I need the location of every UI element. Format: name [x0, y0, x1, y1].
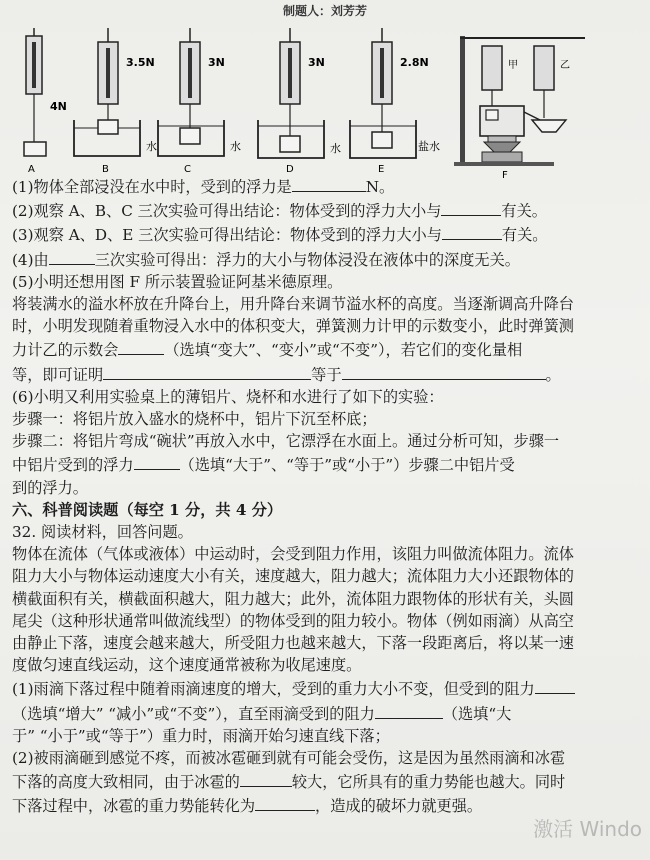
liquid-e: 盐水 — [418, 140, 440, 153]
answer-blank[interactable] — [375, 701, 443, 719]
passage-line: 阻力大小与物体运动速度大小有关，速度越大，阻力越大；流体阻力大小还跟物体的 — [12, 567, 574, 586]
q32-2-line-1: (2)被雨滴砸到感觉不疼，而被冰雹砸到就有可能会受伤，这是因为虽然雨滴和冰雹 — [12, 749, 566, 768]
q5-line-4: 等，即可证明 等于 。 — [12, 362, 632, 386]
q32-1-line-1: (1)雨滴下落过程中随着雨滴速度的增大，受到的重力大小不变，但受到的阻力 — [12, 676, 632, 700]
q6-line-4: 到的浮力。 — [12, 478, 88, 497]
answer-blank[interactable] — [118, 337, 164, 355]
section-six-heading: 六、科普阅读题（每空 1 分，共 4 分） — [12, 500, 283, 519]
q5-intro: (5)小明还想用图 F 所示装置验证阿基米德原理。 — [12, 272, 343, 291]
q4: (4)由 三次实验可得出：浮力的大小与物体浸没在液体中的深度无关。 — [12, 247, 632, 271]
q2: (2)观察 A、B、C 三次实验可得出结论：物体受到的浮力大小与 有关。 — [12, 198, 632, 222]
reading-e: 2.8N — [400, 56, 429, 69]
passage-line: 度做匀速直线运动，这个速度通常被称为收尾速度。 — [12, 656, 362, 675]
q5-line-1: 将装满水的溢水杯放在升降台上，用升降台来调节溢水杯的高度。当逐渐调高升降台 — [12, 295, 574, 314]
answer-blank[interactable] — [255, 793, 315, 811]
q32-2-line-3: 下落过程中，冰雹的重力势能转化为 ，造成的破坏力就更强。 — [12, 793, 632, 817]
q6-line-3: 中铝片受到的浮力 （选填“大于”、“等于”或“小于”）步骤二中铝片受 — [12, 452, 632, 476]
reading-c: 3N — [208, 56, 225, 69]
answer-blank[interactable] — [49, 247, 95, 265]
reading-b: 3.5N — [126, 56, 155, 69]
answer-blank[interactable] — [292, 174, 366, 192]
spring-jia-label: 甲 — [508, 60, 518, 71]
setup-b — [74, 28, 157, 175]
label-b: B — [102, 164, 109, 175]
answer-blank[interactable] — [103, 362, 311, 380]
question-text — [12, 174, 632, 818]
answer-blank[interactable] — [535, 676, 575, 694]
q32-title: 32. 阅读材料，回答问题。 — [12, 523, 193, 542]
label-c: C — [184, 164, 191, 175]
setup-c — [158, 28, 241, 175]
setup-e — [350, 28, 440, 175]
answer-blank[interactable] — [134, 452, 180, 470]
q3: (3)观察 A、D、E 三次实验可得出结论：物体受到的浮力大小与 有关。 — [12, 222, 632, 246]
windows-activation-watermark: 激活 Windo — [533, 817, 642, 841]
q6-step-1: 步骤一：将铝片放入盛水的烧杯中，铝片下沉至杯底； — [12, 410, 377, 429]
answer-blank[interactable] — [441, 198, 501, 216]
passage-line: 由静止下落，速度会越来越大，所受阻力也越来越大，下落一段距离后，将以某一速 — [12, 634, 574, 653]
setup-a — [24, 28, 67, 175]
label-a: A — [28, 164, 35, 175]
spring-yi-label: 乙 — [560, 60, 570, 71]
q32-1-line-2: （选填“增大” “减小”或“不变”），直至雨滴受到的阻力 （选填“大 — [12, 701, 632, 725]
label-e: E — [378, 164, 385, 175]
author-header: 制题人：刘芳芳 — [282, 4, 367, 18]
q6-step-2: 步骤二：将铝片弯成“碗状”再放入水中，它漂浮在水面上。通过分析可知，步骤一 — [12, 432, 560, 451]
liquid-d: 水 — [330, 142, 341, 155]
q1: (1)物体全部浸没在水中时，受到的浮力是 N。 — [12, 174, 632, 198]
q32-1-line-3: 于” “小于”或“等于”）重力时，雨滴开始匀速直线下落； — [12, 726, 390, 745]
q6-intro: (6)小明又利用实验桌上的薄铝片、烧杯和水进行了如下的实验： — [12, 387, 444, 406]
passage-line: 尾尖（这种形状通常叫做流线型）的物体受到的阻力较小。物体（例如雨滴）从高空 — [12, 611, 574, 630]
answer-blank[interactable] — [240, 769, 292, 787]
passage-line: 横截面积有关，横截面积越大，阻力越大；此外，流体阻力跟物体的形状有关，头圆 — [12, 589, 574, 608]
reading-d: 3N — [308, 56, 325, 69]
q5-line-3: 力计乙的示数会 （选填“变大”、“变小”或“不变”），若它们的变化量相 — [12, 337, 632, 361]
answer-blank[interactable] — [342, 362, 546, 380]
reading-a: 4N — [50, 100, 67, 113]
experiment-figure — [10, 28, 640, 178]
liquid-b: 水 — [146, 140, 157, 153]
liquid-c: 水 — [230, 140, 241, 153]
answer-blank[interactable] — [442, 222, 502, 240]
setup-f — [454, 36, 585, 178]
label-f: F — [502, 170, 508, 178]
setup-d — [258, 28, 341, 175]
passage-line: 物体在流体（气体或液体）中运动时，会受到阻力作用，该阻力叫做流体阻力。流体 — [12, 545, 574, 564]
q5-line-2: 时，小明发现随着重物浸入水中的体积变大，弹簧测力计甲的示数变小，此时弹簧测 — [12, 317, 574, 336]
q32-2-line-2: 下落的高度大致相同，由于冰雹的 较大，它所具有的重力势能也越大。同时 — [12, 769, 632, 793]
label-d: D — [286, 164, 294, 175]
